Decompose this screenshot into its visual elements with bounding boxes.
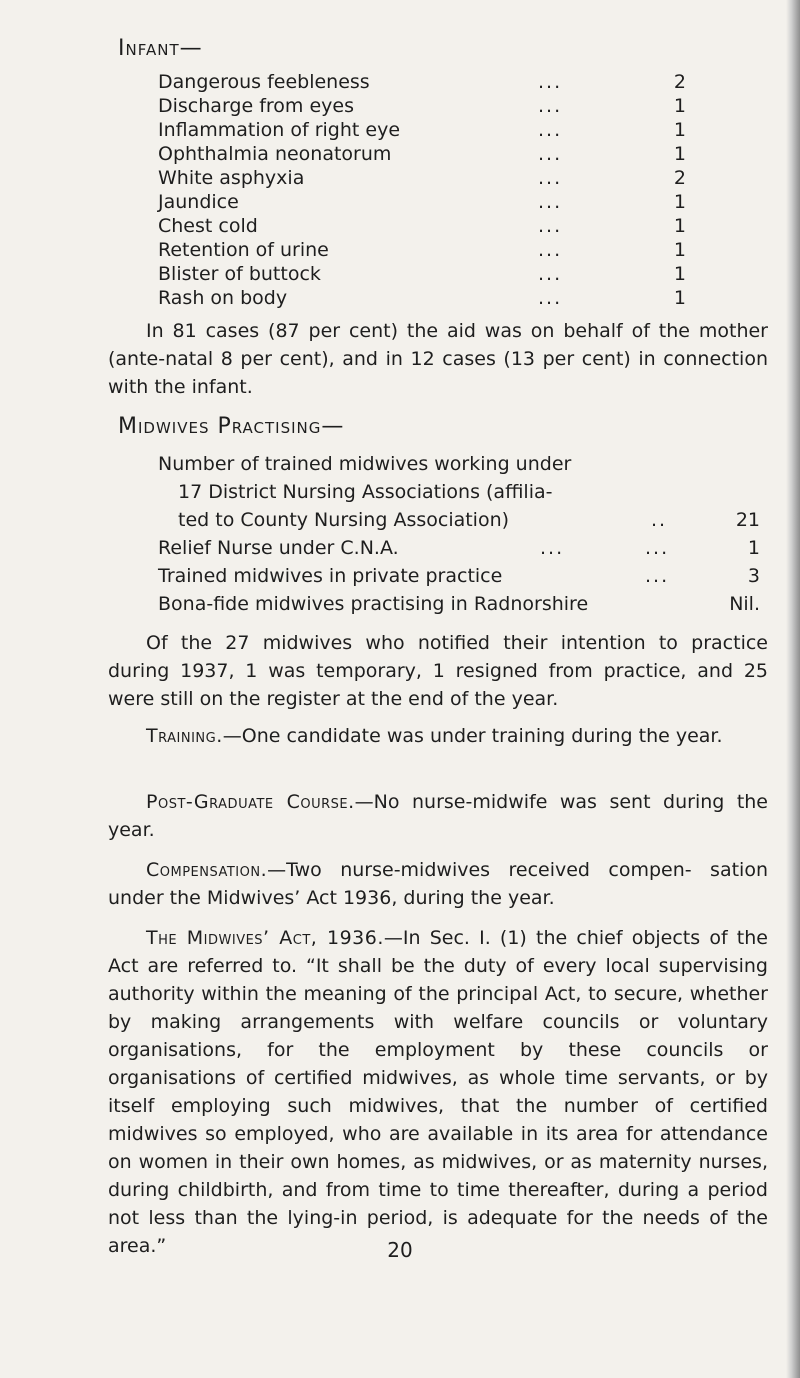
item-label: Inflammation of right eye (158, 119, 401, 141)
item-label: Blister of buttock (158, 263, 321, 285)
item-label: Ophthalmia neonatorum (158, 143, 392, 165)
list-item (158, 287, 718, 309)
notified-paragraph: Of the 27 midwives who notified their intention to practice during 1937, 1 was temporary, 1 resigned from practice, and 25 were still on the register at the end of the year. (108, 632, 768, 710)
list-item (158, 95, 718, 117)
list-item (158, 263, 718, 285)
item-value: Nil. (729, 593, 760, 615)
compensation-paragraph (108, 856, 768, 912)
act-text: —In Sec. I. (1) the chief objects of the Act are referred to. “It shall be the duty of every local supervising authority within the meaning of the principal Act, to secure, whether by making arrangements with welfare councils or voluntary organisations, for the employment by these councils or organisations of certified midwives, as whole time servants, or by itself employing such midwives, that the number of certified midwives so employed, who are available in its area for attendance on women in their own homes, as midwives, or as maternity nurses, during childbirth, and from time to time thereafter, during a period not less than the lying-in period, is adequate for the needs of the area.” (108, 927, 768, 1257)
leader-dots: ... (538, 143, 563, 165)
item-label: 17 District Nursing Associations (affilia- (178, 481, 553, 503)
list-item (158, 593, 768, 617)
item-label: Jaundice (158, 191, 239, 213)
list-item (158, 239, 718, 261)
item-label: Bona-fide midwives practising in Radnorshire (158, 593, 589, 615)
postgrad-text: —No nurse-midwife was sent during the year. (108, 791, 768, 841)
infant-heading: Infant— (118, 36, 203, 61)
leader-dots: ... (538, 119, 563, 141)
training-paragraph (108, 722, 768, 750)
leader-dots: ... (540, 537, 565, 559)
item-value: 1 (673, 263, 686, 285)
item-label: Trained midwives in private practice (158, 565, 503, 587)
postgrad-paragraph (108, 788, 768, 844)
item-label: Rash on body (158, 287, 288, 309)
list-item (158, 119, 718, 141)
leader-dots: ... (538, 71, 563, 93)
item-value: 1 (673, 287, 686, 309)
list-item (158, 453, 768, 543)
item-value: 21 (735, 509, 760, 531)
act-title: The Midwives’ Act, 1936. (146, 927, 384, 949)
item-label: Number of trained midwives working under (158, 453, 572, 475)
leader-dots: .. (651, 509, 668, 531)
item-label: Chest cold (158, 215, 258, 237)
list-item (158, 537, 768, 561)
item-value: 1 (747, 537, 760, 559)
leader-dots: ... (538, 167, 563, 189)
item-value: 2 (673, 71, 686, 93)
list-item (158, 191, 718, 213)
item-value: 3 (747, 565, 760, 587)
list-item (158, 143, 718, 165)
item-value: 1 (673, 239, 686, 261)
item-value: 1 (673, 215, 686, 237)
item-value: 1 (673, 119, 686, 141)
item-label: Relief Nurse under C.N.A. (158, 537, 399, 559)
list-item (158, 215, 718, 237)
item-label: White asphyxia (158, 167, 305, 189)
list-item (158, 71, 718, 93)
item-label: Retention of urine (158, 239, 329, 261)
list-item (158, 565, 768, 589)
page-number: 20 (387, 1238, 413, 1262)
leader-dots: ... (645, 565, 670, 587)
item-value: 1 (673, 95, 686, 117)
list-item (158, 167, 718, 189)
postgrad-title: Post-Graduate Course. (146, 791, 355, 813)
leader-dots: ... (538, 263, 563, 285)
leader-dots: ... (538, 191, 563, 213)
leader-dots: ... (538, 215, 563, 237)
midwives-heading: Midwives Practising— (118, 414, 345, 439)
training-title: Training. (146, 725, 223, 747)
item-value: 1 (673, 191, 686, 213)
act-paragraph (108, 924, 768, 1260)
leader-dots: ... (645, 537, 670, 559)
training-text: —One candidate was under training during the year. (222, 725, 723, 747)
aid-paragraph: In 81 cases (87 per cent) the aid was on behalf of the mother (ante-natal 8 per cent), and in 12 cases (13 per cent) in connection with the infant. (108, 320, 768, 398)
item-label: ted to County Nursing Association) (178, 509, 510, 531)
leader-dots: ... (538, 287, 563, 309)
item-value: 2 (673, 167, 686, 189)
leader-dots: ... (538, 239, 563, 261)
page-edge-shadow (786, 0, 800, 1378)
compensation-text: —Two nurse-midwives received compen- sation under the Midwives’ Act 1936, during the year. (108, 859, 768, 909)
item-label: Dangerous feebleness (158, 71, 370, 93)
leader-dots: ... (538, 95, 563, 117)
item-label: Discharge from eyes (158, 95, 354, 117)
item-value: 1 (673, 143, 686, 165)
compensation-title: Compensation. (146, 859, 268, 881)
